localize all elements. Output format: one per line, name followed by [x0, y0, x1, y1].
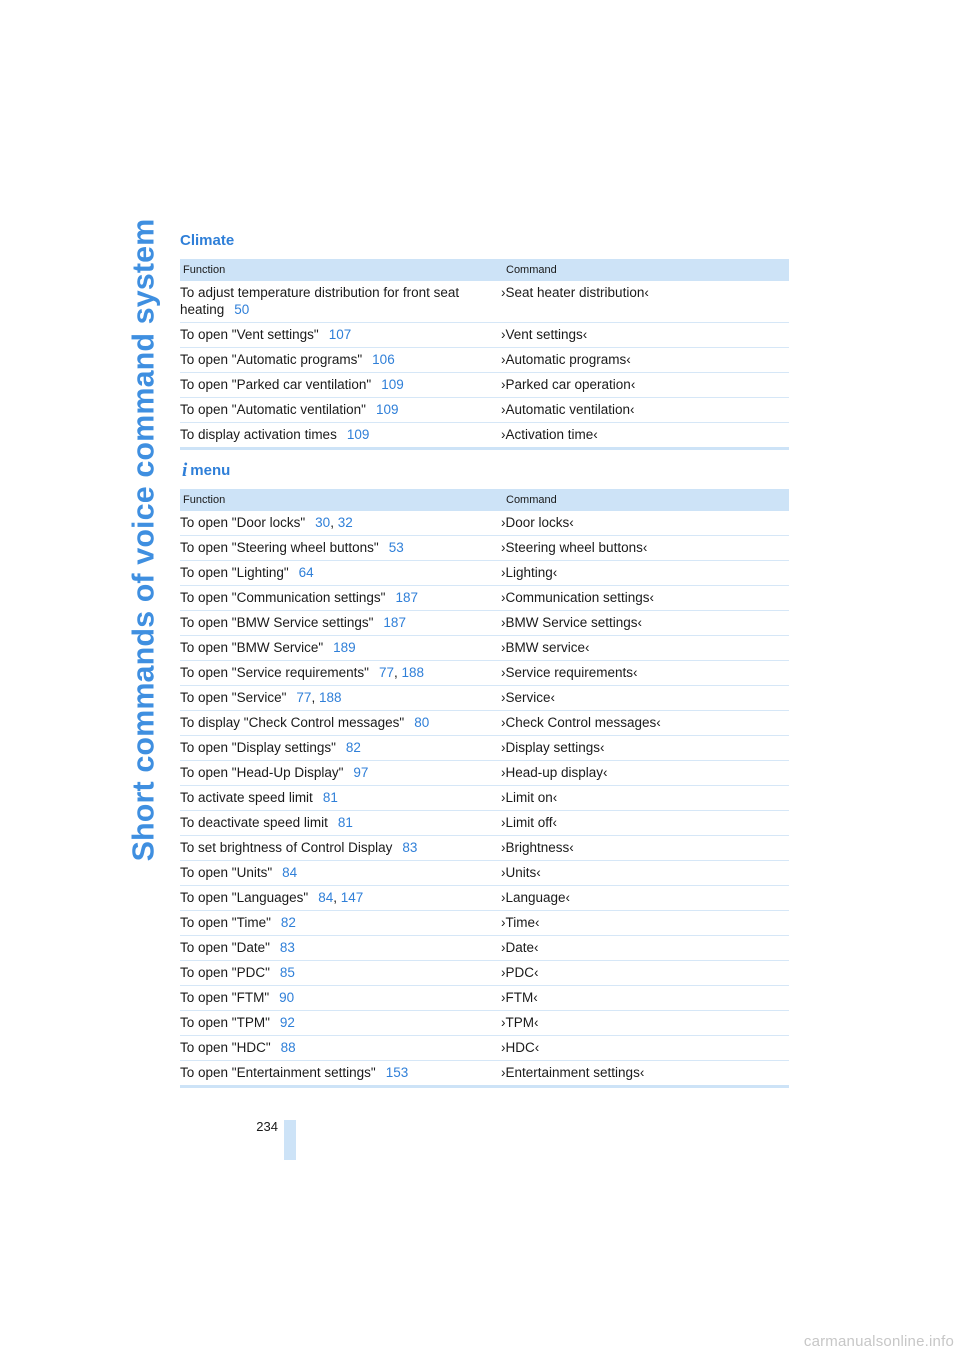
table-row: [180, 886, 789, 911]
function-text: To open "HDC": [180, 1040, 271, 1055]
table-row: [180, 811, 789, 836]
function-cell: [180, 373, 501, 398]
column-header-command: Command: [501, 259, 789, 281]
page-reference-link[interactable]: 109: [346, 427, 370, 442]
command-cell: ›HDC‹: [501, 1036, 789, 1061]
function-cell: [180, 711, 501, 736]
page-reference-link[interactable]: 147: [340, 890, 364, 905]
page-reference-link[interactable]: 84: [282, 865, 298, 880]
table-row: [180, 561, 789, 586]
page-reference-link[interactable]: 109: [381, 377, 404, 392]
page-reference-link[interactable]: 83: [402, 840, 418, 855]
function-text: To open "Entertainment settings": [180, 1065, 376, 1080]
page-reference-link[interactable]: 77: [296, 690, 312, 705]
function-cell: [180, 398, 501, 423]
function-cell: [180, 636, 501, 661]
command-cell: ›FTM‹: [501, 986, 789, 1011]
function-text: To adjust temperature distribution for front seat heating: [180, 285, 460, 317]
command-cell: ›Limit on‹: [501, 786, 789, 811]
table-row: [180, 611, 789, 636]
command-cell: ›PDC‹: [501, 961, 789, 986]
function-cell: [180, 761, 501, 786]
table-row: [180, 586, 789, 611]
page-reference-link[interactable]: 109: [375, 402, 399, 417]
function-text: To set brightness of Control Display: [180, 840, 393, 855]
command-cell: ›Service requirements‹: [501, 661, 789, 686]
page-reference-link[interactable]: 88: [280, 1040, 296, 1055]
function-cell: [180, 611, 501, 636]
command-cell: ›Check Control messages‹: [501, 711, 789, 736]
function-cell: [180, 1036, 501, 1061]
table-row: [180, 536, 789, 561]
function-text: To open "Display settings": [180, 740, 336, 755]
function-text: To open "Date": [180, 940, 270, 955]
page-reference-link[interactable]: 106: [372, 352, 395, 367]
command-cell: ›Communication settings‹: [501, 586, 789, 611]
function-cell: [180, 1011, 501, 1036]
command-cell: ›Language‹: [501, 886, 789, 911]
function-text: To open "BMW Service": [180, 640, 324, 655]
climate-heading: Climate: [180, 232, 235, 249]
command-cell: ›Lighting‹: [501, 561, 789, 586]
function-cell: [180, 1061, 501, 1087]
page-reference-link[interactable]: 153: [385, 1065, 409, 1080]
watermark: carmanualsonline.info: [803, 1333, 954, 1350]
function-cell: [180, 911, 501, 936]
table-row: [180, 961, 789, 986]
table-row: [180, 686, 789, 711]
page-tab-marker: [284, 1120, 296, 1160]
function-text: To deactivate speed limit: [180, 815, 328, 830]
table-row: [180, 836, 789, 861]
page-content: [180, 230, 789, 1088]
function-text: To open "FTM": [180, 990, 270, 1005]
table-row: [180, 323, 789, 348]
table-row: [180, 911, 789, 936]
function-text: To activate speed limit: [180, 790, 313, 805]
command-cell: ›Limit off‹: [501, 811, 789, 836]
table-row: [180, 1011, 789, 1036]
page-reference-link[interactable]: 82: [280, 915, 296, 930]
table-row: [180, 986, 789, 1011]
table-row: [180, 511, 789, 536]
table-row: [180, 1061, 789, 1087]
command-cell: ›Door locks‹: [501, 511, 789, 536]
function-text: To open "Time": [180, 915, 271, 930]
page-number: 234: [256, 1119, 278, 1134]
info-icon: i: [182, 460, 188, 481]
table-row: [180, 636, 789, 661]
command-cell: ›TPM‹: [501, 1011, 789, 1036]
function-text: To open "Units": [180, 865, 273, 880]
command-cell: ›BMW Service settings‹: [501, 611, 789, 636]
page-reference-link[interactable]: 188: [318, 690, 342, 705]
page-reference-link[interactable]: 64: [298, 565, 314, 580]
function-text: To open "Service": [180, 690, 287, 705]
function-text: To display activation times: [180, 427, 337, 442]
page-reference-link[interactable]: 82: [345, 740, 361, 755]
page-reference-link[interactable]: 80: [414, 715, 430, 730]
climate-table: [180, 259, 789, 450]
function-text: To open "Vent settings": [180, 327, 319, 342]
function-text: To open "BMW Service settings": [180, 615, 374, 630]
command-cell: ›Activation time‹: [501, 423, 789, 449]
command-cell: ›Brightness‹: [501, 836, 789, 861]
table-row: [180, 373, 789, 398]
column-header-function: Function: [180, 489, 501, 511]
function-text: To open "Lighting": [180, 565, 289, 580]
function-cell: [180, 736, 501, 761]
function-cell: [180, 536, 501, 561]
command-cell: ›Automatic ventilation‹: [501, 398, 789, 423]
function-text: To open "Communication settings": [180, 590, 386, 605]
table-row: [180, 761, 789, 786]
function-cell: [180, 961, 501, 986]
page-reference-link[interactable]: 81: [322, 790, 338, 805]
function-cell: To open "Languages" 84, 147: [180, 886, 501, 911]
command-cell: ›Time‹: [501, 911, 789, 936]
function-cell: [180, 936, 501, 961]
function-text: To open "PDC": [180, 965, 270, 980]
function-cell: [180, 323, 501, 348]
table-row: [180, 736, 789, 761]
table-row: [180, 398, 789, 423]
command-cell: ›Steering wheel buttons‹: [501, 536, 789, 561]
page-reference-link[interactable]: 188: [401, 665, 425, 680]
table-header-row: [180, 489, 789, 511]
function-text: To open "Steering wheel buttons": [180, 540, 379, 555]
function-cell: [180, 561, 501, 586]
function-cell: To open "Door locks" 30, 32: [180, 511, 501, 536]
command-cell: ›Service‹: [501, 686, 789, 711]
page-reference-link[interactable]: 85: [279, 965, 295, 980]
command-cell: ›Entertainment settings‹: [501, 1061, 789, 1087]
chapter-side-title: [124, 218, 164, 862]
page-reference-link[interactable]: 92: [279, 1015, 295, 1030]
info-menu-table-body: [180, 511, 789, 1087]
page-reference-link[interactable]: 32: [337, 515, 353, 530]
page-reference-link[interactable]: 81: [337, 815, 353, 830]
table-row: [180, 1036, 789, 1061]
info-menu-table: [180, 489, 789, 1088]
table-row: [180, 786, 789, 811]
function-text: To open "Automatic programs": [180, 352, 363, 367]
function-text: To open "Parked car ventilation": [180, 377, 372, 392]
function-cell: [180, 786, 501, 811]
page-reference-link[interactable]: 50: [234, 302, 250, 317]
table-row: [180, 936, 789, 961]
page-reference-link[interactable]: 97: [353, 765, 369, 780]
command-cell: ›BMW service‹: [501, 636, 789, 661]
function-text: To open "Languages": [180, 890, 309, 905]
chapter-title-text: Short commands of voice command system: [126, 218, 161, 862]
command-cell: ›Vent settings‹: [501, 323, 789, 348]
page-reference-link[interactable]: 30: [315, 515, 331, 530]
function-cell: [180, 861, 501, 886]
function-text: To open "Head-Up Display": [180, 765, 344, 780]
command-cell: ›Display settings‹: [501, 736, 789, 761]
table-row: [180, 661, 789, 686]
function-cell: To open "Service" 77, 188: [180, 686, 501, 711]
table-row: [180, 348, 789, 373]
page-reference-link[interactable]: 83: [279, 940, 295, 955]
command-cell: ›Automatic programs‹: [501, 348, 789, 373]
page-reference-link[interactable]: 107: [328, 327, 352, 342]
column-header-command: Command: [501, 489, 789, 511]
table-row: [180, 281, 789, 323]
function-cell: [180, 423, 501, 449]
column-header-function: Function: [180, 259, 501, 281]
page-reference-link[interactable]: 90: [279, 990, 295, 1005]
function-cell: [180, 348, 501, 373]
function-text: To open "Door locks": [180, 515, 306, 530]
command-cell: ›Parked car operation‹: [501, 373, 789, 398]
info-menu-heading-text: menu: [190, 462, 231, 479]
command-cell: ›Units‹: [501, 861, 789, 886]
command-cell: ›Head-up display‹: [501, 761, 789, 786]
climate-table-body: [180, 281, 789, 449]
function-cell: [180, 811, 501, 836]
table-header-row: [180, 259, 789, 281]
page-reference-link[interactable]: 187: [383, 615, 406, 630]
page-reference-link[interactable]: 77: [378, 665, 394, 680]
table-row: [180, 423, 789, 449]
function-text: To open "Service requirements": [180, 665, 369, 680]
table-row: [180, 861, 789, 886]
function-text: To open "TPM": [180, 1015, 270, 1030]
function-text: To open "Automatic ventilation": [180, 402, 366, 417]
page-reference-link[interactable]: 189: [333, 640, 356, 655]
page-reference-link[interactable]: 187: [395, 590, 418, 605]
function-cell: [180, 586, 501, 611]
info-menu-heading: [180, 460, 789, 482]
page-reference-link[interactable]: 84: [318, 890, 334, 905]
function-cell: [180, 836, 501, 861]
command-cell: ›Seat heater distribution‹: [501, 281, 789, 323]
function-cell: [180, 281, 501, 323]
table-row: [180, 711, 789, 736]
function-text: To display "Check Control messages": [180, 715, 405, 730]
command-cell: ›Date‹: [501, 936, 789, 961]
function-cell: To open "Service requirements" 77, 188: [180, 661, 501, 686]
function-cell: [180, 986, 501, 1011]
page-reference-link[interactable]: 53: [388, 540, 404, 555]
